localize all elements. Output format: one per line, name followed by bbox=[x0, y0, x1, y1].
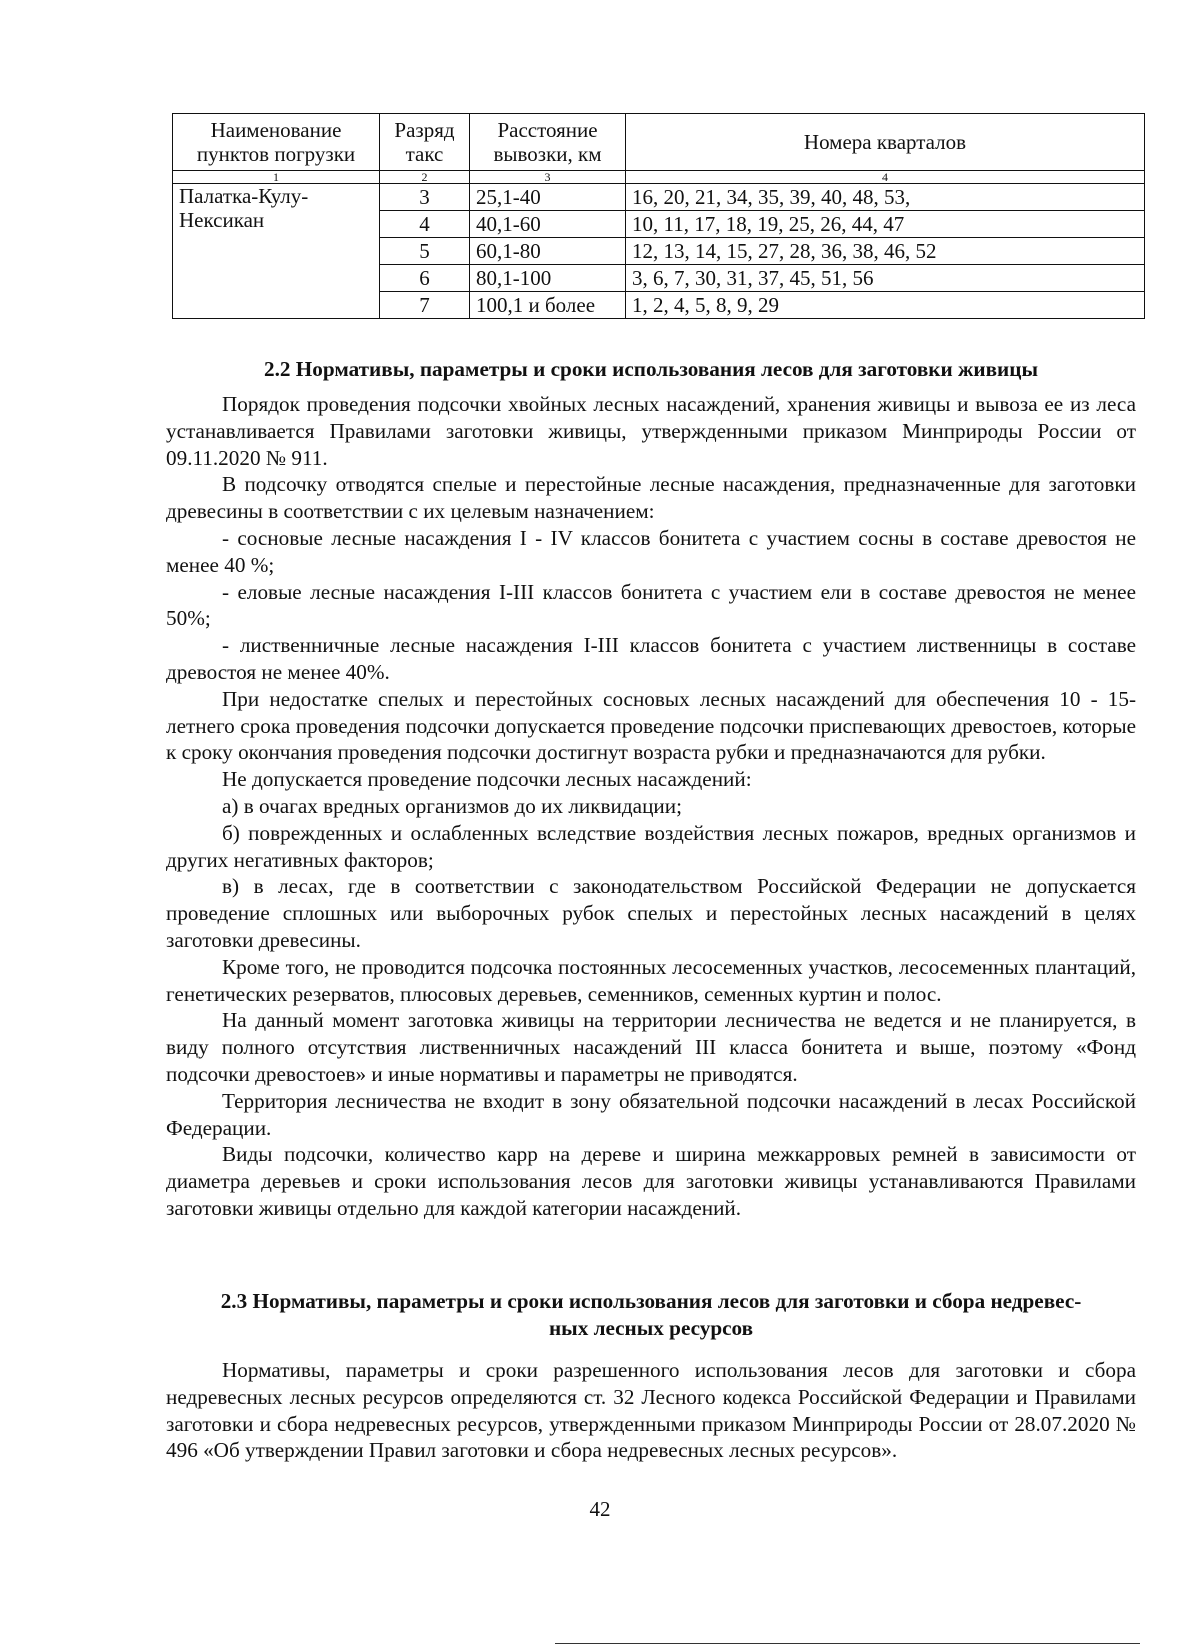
list-item: - сосновые лесные насаждения I - IV классов бонитета с участием сосны в составе древостоя не менее 40 %; bbox=[166, 525, 1136, 577]
quarters-cell: 10, 11, 17, 18, 19, 25, 26, 44, 47 bbox=[626, 211, 1145, 238]
tax-rank-cell: 4 bbox=[380, 211, 470, 238]
paragraph: Кроме того, не проводится подсочка постоянных лесосеменных участков, лесосеменных плантаций, генетических резерватов, плюсовых деревьев, семенников, семенных куртин и полос. bbox=[166, 954, 1136, 1006]
tax-rank-cell: 6 bbox=[380, 265, 470, 292]
section-2-2-body bbox=[166, 391, 1136, 1222]
page-number: 42 bbox=[589, 1497, 611, 1521]
distance-cell: 25,1-40 bbox=[470, 184, 626, 211]
section-2-3-heading-line: ных лесных ресурсов bbox=[548, 1315, 754, 1340]
list-item: в) в лесах, где в соответствии с законодательством Российской Федерации не допускается проведение сплошных или выборочных рубок спелых и перестойных лесных насаждений в целях заготовки древесины. bbox=[166, 874, 1136, 952]
list-item: б) поврежденных и ослабленных вследствие воздействия лесных пожаров, вредных организмов и других негативных факторов; bbox=[166, 820, 1136, 872]
tax-rank-cell: 7 bbox=[380, 292, 470, 319]
distance-cell: 80,1-100 bbox=[470, 265, 626, 292]
column-number: 1 bbox=[173, 171, 380, 184]
header-loading-points: Наименование пунктов погрузки bbox=[173, 114, 380, 171]
column-number: 2 bbox=[380, 171, 470, 184]
quarters-cell: 16, 20, 21, 34, 35, 39, 40, 48, 53, bbox=[626, 184, 1145, 211]
quarters-cell: 12, 13, 14, 15, 27, 28, 36, 38, 46, 52 bbox=[626, 238, 1145, 265]
header-tax-rank: Разряд такс bbox=[380, 114, 470, 171]
section-2-3-heading-line: 2.3 Нормативы, параметры и сроки использования лесов для заготовки и сбора недревес- bbox=[220, 1289, 1082, 1313]
column-number: 4 bbox=[626, 171, 1145, 184]
header-quarter-numbers: Номера кварталов bbox=[626, 114, 1145, 171]
list-item: - лиственничные лесные насаждения I-III классов бонитета с участием лиственницы в составе древостоя не менее 40%. bbox=[166, 633, 1136, 684]
distance-cell: 40,1-60 bbox=[470, 211, 626, 238]
list-item: - еловые лесные насаждения I-III классов бонитета с участием ели в составе древостоя не менее 50%; bbox=[166, 579, 1136, 631]
paragraph: При недостатке спелых и перестойных сосновых лесных насаждений для обеспечения 10 - 15-летнего срока проведения подсочки допускается проведение подсочки приспевающих древостоев, которые к сроку окончания проведения подсочки достигнут возраста рубки и предназначаются для рубки. bbox=[166, 686, 1136, 765]
tax-rank-cell: 3 bbox=[380, 184, 470, 211]
tax-rank-cell: 5 bbox=[380, 238, 470, 265]
loading-point-line: Нексикан bbox=[179, 208, 265, 232]
paragraph: Порядок проведения подсочки хвойных лесных насаждений, хранения живицы и вывоза ее из леса устанавливается Правилами заготовки живицы, утвержденными приказом Минприроды России от 09.11.2020 № 911. bbox=[166, 392, 1136, 470]
footer-rule bbox=[555, 1643, 1140, 1644]
paragraph: На данный момент заготовка живицы на территории лесничества не ведется и не планируется, в виду полного отсутствия лиственничных насаждений III класса бонитета и выше, поэтому «Фонд подсочки древостоев» и иные нормативы и параметры не приводятся. bbox=[166, 1008, 1136, 1086]
loading-point-name bbox=[173, 184, 380, 319]
table-header-row bbox=[173, 114, 1145, 171]
header-distance: Расстояние вывозки, км bbox=[470, 114, 626, 171]
column-number-row bbox=[173, 171, 1145, 184]
paragraph: Территория лесничества не входит в зону обязательной подсочки насаждений в лесах Российской Федерации. bbox=[166, 1088, 1136, 1140]
section-2-2-heading: 2.2 Нормативы, параметры и сроки использования лесов для заготовки живицы bbox=[264, 357, 1038, 381]
distance-cell: 100,1 и более bbox=[470, 292, 626, 319]
tax-rank-table bbox=[172, 113, 1145, 319]
section-2-3-heading bbox=[166, 1288, 1136, 1342]
table-row bbox=[173, 184, 1145, 211]
quarters-cell: 3, 6, 7, 30, 31, 37, 45, 51, 56 bbox=[626, 265, 1145, 292]
section-2-3-body bbox=[166, 1357, 1136, 1464]
paragraph: Виды подсочки, количество карр на дереве и ширина межкарровых ремней в зависимости от диаметра деревьев и сроки использования лесов для заготовки живицы устанавливаются Правилами заготовки живицы отдельно для каждой категории насаждений. bbox=[166, 1142, 1136, 1220]
distance-cell: 60,1-80 bbox=[470, 238, 626, 265]
paragraph: Не допускается проведение подсочки лесных насаждений: bbox=[222, 767, 752, 792]
list-item: а) в очагах вредных организмов до их ликвидации; bbox=[222, 793, 682, 818]
column-number: 3 bbox=[470, 171, 626, 184]
loading-point-line: Палатка-Кулу- bbox=[179, 184, 309, 208]
paragraph: В подсочку отводятся спелые и перестойные лесные насаждения, предназначенные для заготовки древесины в соответствии с их целевым назначением: bbox=[166, 472, 1136, 524]
paragraph: Нормативы, параметры и сроки разрешенного использования лесов для заготовки и сбора недревесных лесных ресурсов определяются ст. 32 Лесного кодекса Российской Федерации и Правилами заготовки и сбора недревесных ресурсов, утвержденными приказом Минприроды России от 28.07.2020 № 496 «Об утверждении Правил заготовки и сбора недревесных лесных ресурсов». bbox=[166, 1358, 1136, 1463]
quarters-cell: 1, 2, 4, 5, 8, 9, 29 bbox=[626, 292, 1145, 319]
